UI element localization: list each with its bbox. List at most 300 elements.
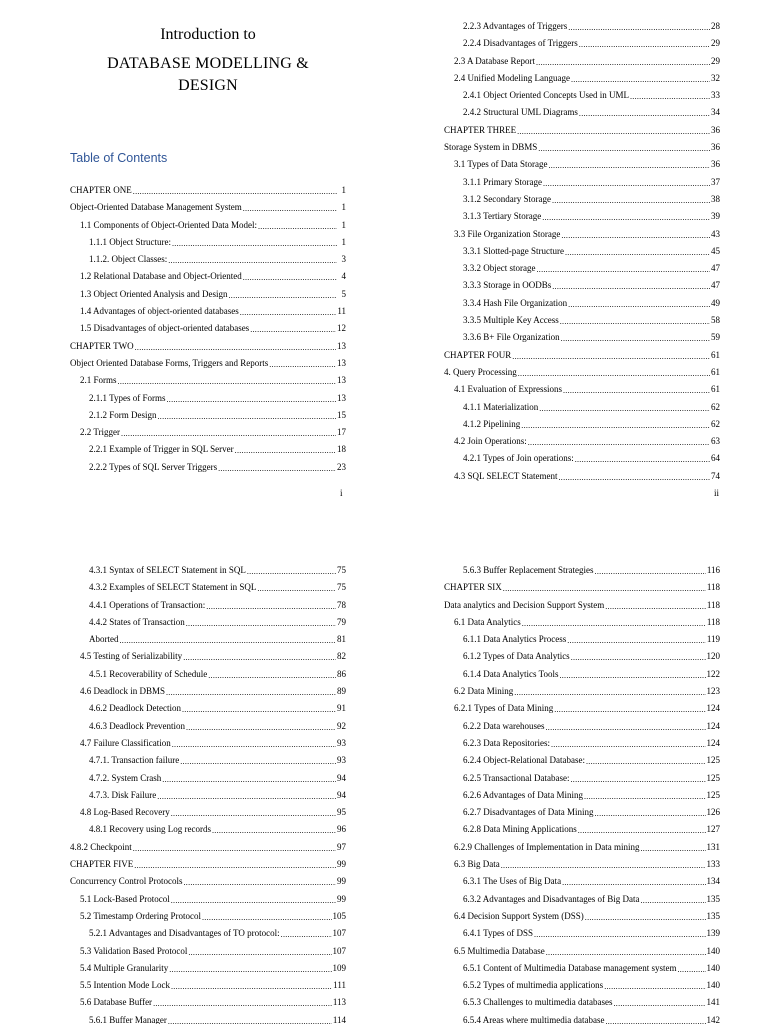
toc-list [444,21,720,488]
toc-entry-title: 4.6.2 Deadlock Detection [89,703,181,714]
toc-entry-page: 107 [332,928,346,939]
toc-entry[interactable] [444,90,720,107]
toc-entry-title: 2.2 Trigger [80,427,121,438]
dot-leader [162,774,336,783]
toc-entry-page: 38 [711,193,720,204]
toc-entry[interactable] [444,600,720,617]
toc-entry[interactable] [444,859,720,876]
toc-entry-title: 3.3 File Organization Storage [454,228,561,239]
toc-entry[interactable] [70,790,346,807]
toc-entry-title: 5.6.1 Buffer Manager [89,1014,167,1024]
toc-entry[interactable] [70,824,346,841]
dot-leader [120,635,337,644]
toc-entry-title: CHAPTER TWO [70,340,134,351]
toc-entry-title: 6.2.4 Object-Relational Database: [463,755,585,766]
toc-entry[interactable] [70,617,346,634]
toc-entry[interactable] [70,963,346,980]
toc-entry[interactable] [444,755,720,772]
toc-entry-page: 118 [706,616,720,627]
toc-entry-page: 120 [706,651,720,662]
toc-entry-page: 113 [332,997,346,1008]
toc-entry-page: 75 [337,565,346,575]
dot-leader [247,566,336,575]
toc-entry[interactable] [444,790,720,807]
toc-entry-page: 29 [711,38,720,49]
toc-entry-title: 3.3.5 Multiple Key Access [463,315,559,326]
dot-leader [585,912,706,921]
toc-entry-page: 81 [337,634,346,645]
toc-entry[interactable] [70,341,346,358]
dot-leader [518,368,710,377]
toc-entry-page: 105 [332,910,346,921]
toc-entry-title: 3.1.2 Secondary Storage [463,193,551,204]
dot-leader [605,1016,705,1024]
dot-leader [552,281,710,290]
toc-entry-page: 135 [706,893,720,904]
toc-entry-title: 1.1.2. Object Classes: [89,254,168,265]
dot-leader [281,929,332,938]
toc-entry-title: 6.5.3 Challenges to multimedia databases [463,997,613,1008]
toc-entry[interactable] [444,686,720,703]
dot-leader [512,351,710,360]
toc-entry-title: 4.3 SQL SELECT Statement [454,470,558,481]
toc-entry[interactable] [444,911,720,928]
book-title-line1: Introduction to [160,26,256,43]
toc-entry[interactable] [444,453,720,470]
dot-leader [536,57,710,66]
toc-entry-title: 1.1 Components of Object-Oriented Data Model: [80,219,257,230]
toc-entry-page: 141 [706,997,720,1008]
toc-entry-page: 61 [711,349,720,360]
dot-leader [517,126,710,135]
toc-entry[interactable] [70,237,346,254]
toc-entry-page: 114 [332,1014,346,1024]
toc-entry[interactable] [444,211,720,228]
toc-entry[interactable] [70,202,346,219]
dot-leader [552,195,710,204]
toc-entry[interactable] [70,410,346,427]
dot-leader [542,212,710,221]
toc-entry[interactable] [70,876,346,893]
toc-entry[interactable] [444,315,720,332]
toc-entry-title: 2.2.4 Disadvantages of Triggers [463,38,578,49]
dot-leader [571,74,710,83]
toc-entry[interactable] [444,894,720,911]
dot-leader [536,264,710,273]
dot-leader [133,843,336,852]
toc-entry[interactable] [444,669,720,686]
toc-entry-title: 6.2.2 Data warehouses [463,720,545,731]
toc-entry[interactable] [70,738,346,755]
toc-entry-title: 2.2.2 Types of SQL Server Triggers [89,461,218,472]
toc-entry-page: 61 [711,384,720,395]
toc-entry[interactable] [444,194,720,211]
toc-entry[interactable] [70,773,346,790]
toc-entry[interactable] [70,600,346,617]
toc-entry-title: 6.1.2 Types of Data Analytics [463,651,570,662]
toc-entry-title: Object-Oriented Database Management System [70,202,242,213]
toc-entry-page: 1 [341,219,346,230]
toc-entry-page: 58 [711,315,720,326]
toc-entry-page: 134 [706,876,720,887]
toc-entry-page: 1 [341,185,346,195]
toc-entry[interactable] [444,402,720,419]
toc-entry[interactable] [70,703,346,720]
toc-entry[interactable] [444,332,720,349]
toc-list [70,185,346,479]
toc-entry[interactable] [444,617,720,634]
toc-entry-title: 3.3.3 Storage in OODBs [463,280,552,291]
toc-entry[interactable] [444,773,720,790]
toc-entry-page: 36 [711,142,720,153]
toc-entry[interactable] [70,946,346,963]
toc-entry[interactable] [70,185,346,202]
toc-entry-page: 93 [337,755,346,766]
dot-leader [169,964,331,973]
toc-entry-page: 127 [706,824,720,835]
toc-entry-title: 4.1.2 Pipelining [463,418,521,429]
toc-entry-page: 89 [337,686,346,697]
dot-leader [528,437,710,446]
toc-entry[interactable] [70,358,346,375]
toc-entry-title: 3.3.1 Slotted-page Structure [463,245,564,256]
toc-entry[interactable] [70,375,346,392]
toc-entry-title: 4.6 Deadlock in DBMS [80,686,165,697]
dot-leader [202,912,332,921]
toc-entry-page: 12 [337,323,346,334]
toc-entry-title: 5.4 Multiple Granularity [80,962,169,973]
toc-entry-page: 124 [706,703,720,714]
toc-entry[interactable] [70,289,346,306]
dot-leader [548,160,710,169]
toc-entry[interactable] [444,384,720,401]
toc-entry-page: 123 [706,686,720,697]
toc-entry[interactable] [444,246,720,263]
toc-entry-title: 5.2 Timestamp Ordering Protocol [80,910,201,921]
toc-entry[interactable] [444,997,720,1014]
toc-entry[interactable] [444,738,720,755]
dot-leader [168,255,337,264]
toc-entry[interactable] [70,651,346,668]
dot-leader [565,247,710,256]
dot-leader [561,333,710,342]
toc-entry-page: 15 [337,409,346,420]
toc-entry-page: 95 [337,807,346,818]
toc-entry-page: 107 [332,945,346,956]
toc-entry-title: 6.5 Multimedia Database [454,945,545,956]
toc-entry-page: 34 [711,107,720,118]
toc-heading: Table of Contents [70,151,168,165]
toc-entry-page: 99 [337,893,346,904]
toc-entry[interactable] [444,963,720,980]
toc-entry[interactable] [444,807,720,824]
dot-leader [575,454,710,463]
toc-entry[interactable] [444,565,720,582]
toc-entry-page: 116 [706,565,720,575]
toc-entry[interactable] [444,703,720,720]
dot-leader [206,601,336,610]
toc-entry-title: CHAPTER FIVE [70,859,134,870]
toc-page-1 [0,0,384,512]
toc-entry-page: 1 [341,236,346,247]
toc-entry[interactable] [70,444,346,461]
page-number: ii [714,488,720,498]
toc-entry-title: 2.2.1 Example of Trigger in SQL Server [89,444,234,455]
toc-entry-page: 13 [337,375,346,386]
toc-entry[interactable] [444,980,720,997]
toc-entry[interactable] [70,842,346,859]
toc-entry-page: 94 [337,772,346,783]
dot-leader [118,376,336,385]
toc-entry[interactable] [444,824,720,841]
dot-leader [243,203,337,212]
toc-entry-title: 6.4 Decision Support System (DSS) [454,910,584,921]
toc-entry-page: 36 [711,124,720,135]
dot-leader [560,316,710,325]
toc-entry-title: 4.3.1 Syntax of SELECT Statement in SQL [89,565,246,575]
dot-leader [186,618,336,627]
toc-entry-page: 124 [706,720,720,731]
dot-leader [640,895,705,904]
toc-entry-page: 126 [706,807,720,818]
toc-entry[interactable] [70,323,346,340]
toc-entry-page: 49 [711,297,720,308]
toc-entry-title: 6.1.4 Data Analytics Tools [463,668,559,679]
toc-entry[interactable] [70,271,346,288]
dot-leader [133,186,337,195]
toc-entry[interactable] [70,1015,346,1024]
toc-entry[interactable] [70,427,346,444]
toc-entry[interactable] [444,177,720,194]
toc-entry-title: 2.1 Forms [80,375,117,386]
dot-leader [182,704,336,713]
toc-entry[interactable] [70,565,346,582]
toc-entry-title: 6.5.4 Areas where multimedia database [463,1014,605,1024]
toc-entry-page: 111 [333,980,346,991]
dot-leader [534,929,706,938]
toc-entry-title: 2.3 A Database Report [454,55,535,66]
toc-entry[interactable] [444,419,720,436]
toc-entry[interactable] [444,263,720,280]
toc-entry[interactable] [70,755,346,772]
toc-entry-page: 37 [711,176,720,187]
toc-entry[interactable] [444,876,720,893]
toc-entry[interactable] [444,634,720,651]
dot-leader [243,272,337,281]
toc-entry-title: 4. Query Processing [444,366,517,377]
toc-entry-title: 6.3.2 Advantages and Disadvantages of Big Data [463,893,640,904]
dot-leader [570,774,705,783]
dot-leader [269,359,336,368]
toc-entry-title: 4.6.3 Deadlock Prevention [89,720,185,731]
toc-entry-title: 2.4.1 Object Oriented Concepts Used in UML [463,90,629,101]
toc-entry[interactable] [444,367,720,384]
toc-entry-page: 99 [337,859,346,870]
dot-leader [250,324,336,333]
toc-entry-title: 4.1.1 Materialization [463,401,539,412]
dot-leader [538,143,710,152]
toc-entry-title: 4.7 Failure Classification [80,737,171,748]
toc-entry[interactable] [444,471,720,488]
toc-entry[interactable] [70,721,346,738]
toc-entry-page: 97 [337,841,346,852]
toc-entry-title: Storage System in DBMS [444,142,538,153]
toc-entry[interactable] [444,21,720,38]
toc-entry[interactable] [70,306,346,323]
toc-entry-page: 140 [706,945,720,956]
toc-entry-title: Concurrency Control Protocols [70,876,183,887]
toc-entry[interactable] [444,142,720,159]
toc-entry[interactable] [70,393,346,410]
toc-entry-page: 124 [706,737,720,748]
toc-entry-page: 61 [711,366,720,377]
toc-entry-title: 6.1 Data Analytics [454,616,521,627]
dot-leader [228,290,337,299]
toc-entry-title: 4.2 Join Operations: [454,436,527,447]
toc-entry-page: 74 [711,470,720,481]
toc-entry-title: 6.4.1 Types of DSS [463,928,533,939]
toc-entry-title: 2.1.2 Form Design [89,409,157,420]
dot-leader [584,791,706,800]
toc-entry[interactable] [70,859,346,876]
dot-leader [563,385,710,394]
toc-entry[interactable] [70,928,346,945]
dot-leader [208,670,336,679]
toc-entry-page: 47 [711,280,720,291]
dot-leader [579,39,710,48]
toc-entry-title: 4.8 Log-Based Recovery [80,807,170,818]
toc-entry-page: 75 [337,582,346,593]
dot-leader [568,299,710,308]
toc-entry-title: 6.5.2 Types of multimedia applications [463,980,604,991]
toc-entry-title: 2.2.3 Advantages of Triggers [463,21,568,31]
toc-entry[interactable] [70,582,346,599]
toc-entry[interactable] [444,73,720,90]
toc-entry-title: 4.4.1 Operations of Transaction: [89,599,206,610]
toc-entry-title: 4.5.1 Recoverability of Schedule [89,668,208,679]
toc-entry-title: 1.3 Object Oriented Analysis and Design [80,288,228,299]
dot-leader [183,652,336,661]
toc-entry[interactable] [444,1015,720,1024]
toc-entry-title: CHAPTER SIX [444,582,502,593]
toc-entry-title: 4.8.1 Recovery using Log records [89,824,211,835]
toc-entry[interactable] [444,350,720,367]
dot-leader [567,635,706,644]
toc-entry-page: 86 [337,668,346,679]
toc-entry-page: 125 [706,789,720,800]
toc-entry[interactable] [444,582,720,599]
toc-entry[interactable] [70,997,346,1014]
toc-entry-title: 1.1.1 Object Structure: [89,236,171,247]
toc-entry-page: 11 [337,306,346,317]
toc-entry-title: 3.1.1 Primary Storage [463,176,542,187]
toc-entry[interactable] [70,807,346,824]
toc-entry[interactable] [444,842,720,859]
page-number: i [340,488,343,498]
dot-leader [521,420,710,429]
toc-entry-title: 6.2.5 Transactional Database: [463,772,570,783]
toc-entry[interactable] [70,634,346,651]
dot-leader [562,877,705,886]
toc-entry-title: 5.1 Lock-Based Protocol [80,893,170,904]
toc-entry-title: 4.8.2 Checkpoint [70,841,132,852]
toc-entry[interactable] [70,220,346,237]
toc-entry-title: 6.1.1 Data Analytics Process [463,634,567,645]
toc-entry-page: 119 [706,634,720,645]
toc-page-3 [0,512,384,1024]
toc-entry[interactable] [444,651,720,668]
toc-entry-page: 135 [706,910,720,921]
toc-entry-title: 5.6.3 Buffer Replacement Strategies [463,565,594,575]
toc-entry[interactable] [70,669,346,686]
dot-leader [604,981,705,990]
toc-entry[interactable] [444,928,720,945]
dot-leader [545,722,705,731]
toc-entry[interactable] [444,721,720,738]
toc-entry-page: 1 [341,202,346,213]
dot-leader [554,704,705,713]
toc-entry[interactable] [444,125,720,142]
book-title-line3: DESIGN [178,77,238,94]
toc-entry-page: 62 [711,418,720,429]
toc-entry-page: 96 [337,824,346,835]
toc-entry-title: 6.2.6 Advantages of Data Mining [463,789,583,800]
toc-entry[interactable] [444,298,720,315]
toc-entry-page: 133 [706,859,720,870]
toc-page-4 [384,512,768,1024]
toc-entry[interactable] [444,229,720,246]
toc-entry-title: 2.1.1 Types of Forms [89,392,166,403]
toc-entry-page: 47 [711,263,720,274]
dot-leader [559,472,711,481]
dot-leader [235,445,336,454]
toc-entry-title: 4.1 Evaluation of Expressions [454,384,562,395]
toc-entry[interactable] [444,56,720,73]
toc-entry[interactable] [70,980,346,997]
toc-entry[interactable] [70,911,346,928]
toc-entry-page: 13 [337,340,346,351]
toc-entry-title: 1.5 Disadvantages of object-oriented databases [80,323,250,334]
toc-entry[interactable] [444,159,720,176]
toc-entry[interactable] [444,946,720,963]
toc-entry-page: 118 [706,582,720,593]
toc-entry[interactable] [444,107,720,124]
dot-leader [166,394,336,403]
dot-leader [153,998,332,1007]
toc-entry[interactable] [70,462,346,479]
toc-entry-page: 28 [711,21,720,31]
dot-leader [212,825,336,834]
dot-leader [594,808,705,817]
dot-leader [514,687,705,696]
toc-entry-title: 1.2 Relational Database and Object-Oriented [80,271,242,282]
dot-leader [171,895,336,904]
dot-leader [543,178,710,187]
toc-entry[interactable] [70,894,346,911]
toc-entry-title: 6.5.1 Content of Multimedia Database management system [463,962,677,973]
toc-entry[interactable] [70,254,346,271]
toc-entry-title: Aborted [89,634,119,645]
toc-entry-title: 5.3 Validation Based Protocol [80,945,188,956]
toc-entry-title: 6.2 Data Mining [454,686,514,697]
toc-entry-page: 99 [337,876,346,887]
toc-entry[interactable] [70,686,346,703]
toc-entry[interactable] [444,280,720,297]
toc-entry[interactable] [444,38,720,55]
dot-leader [522,618,706,627]
dot-leader [578,825,706,834]
toc-entry[interactable] [444,436,720,453]
